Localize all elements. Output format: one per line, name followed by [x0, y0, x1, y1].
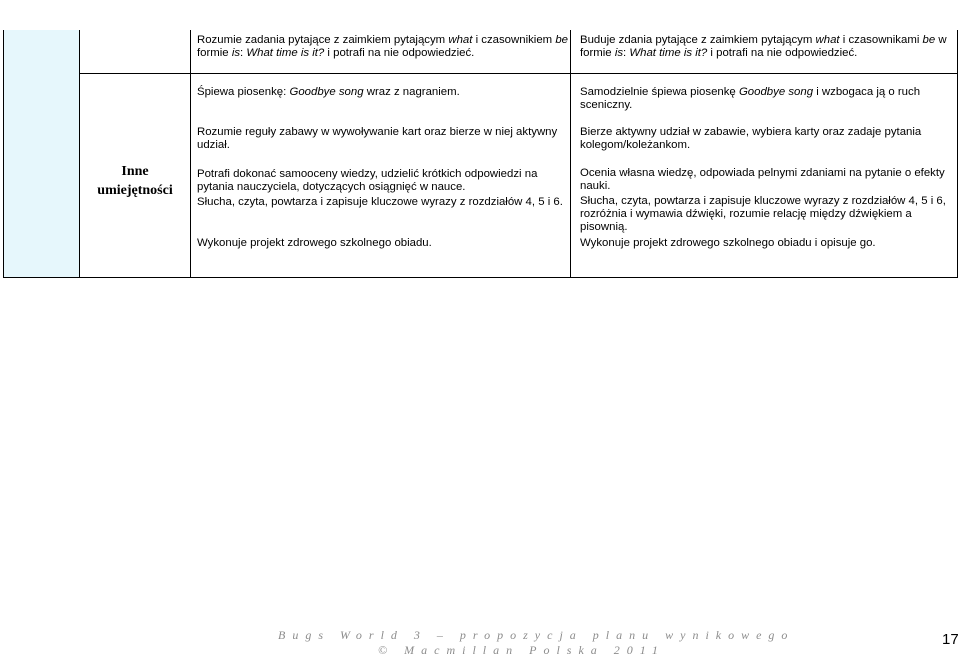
- text-segment: i potrafi na nie odpowiedzieć.: [324, 47, 475, 59]
- table-border-col1: [79, 30, 80, 277]
- text-segment: What time is it?: [629, 47, 708, 59]
- text-line: sceniczny.: [580, 99, 633, 111]
- table-row-divider: [79, 73, 958, 74]
- text-line: Wykonuje projekt zdrowego szkolnego obiadu.: [197, 237, 432, 249]
- text-segment: wraz z nagraniem.: [363, 86, 460, 98]
- text-line: Potrafi dokonać samooceny wiedzy, udzielić krótkich odpowiedzi na: [197, 168, 538, 180]
- category-line: Inne: [121, 164, 149, 179]
- page-number: 17: [942, 631, 959, 648]
- text-line: rozróżnia i wymawia dźwięki, rozumie relację między dźwiękiem a: [580, 208, 912, 220]
- table-border-col2: [190, 30, 191, 277]
- text-segment: i czasownikiem: [472, 34, 556, 46]
- text-segment: formie: [580, 47, 615, 59]
- text-segment: Goodbye song: [289, 86, 364, 98]
- right-listen: [580, 195, 946, 234]
- left-rules: [197, 126, 557, 152]
- text-line: udział.: [197, 139, 230, 151]
- text-segment: w: [935, 34, 947, 46]
- text-line: Rozumie reguły zabawy w wywoływanie kart oraz bierze w niej aktywny: [197, 126, 558, 138]
- text-line: Słucha, czyta, powtarza i zapisuje kluczowe wyrazy z rozdziałów 4, 5 i 6,: [580, 195, 946, 207]
- left-sing: [197, 86, 460, 99]
- left-project: [197, 237, 432, 250]
- right-evaluation: [580, 167, 945, 193]
- text-line: nauki.: [580, 180, 611, 192]
- text-segment: what: [815, 34, 840, 46]
- text-segment: be: [555, 34, 568, 46]
- text-segment: Śpiewa piosenkę:: [197, 86, 290, 98]
- table-border-right: [957, 30, 958, 277]
- text-segment: Goodbye song: [738, 86, 814, 98]
- text-segment: Buduje zdania pytające z zaimkiem pytającym: [580, 34, 816, 46]
- text-segment: formie: [197, 47, 232, 59]
- text-segment: Rozumie zadania pytające z zaimkiem pytającym: [197, 34, 449, 46]
- text-line: Słucha, czyta, powtarza i zapisuje kluczowe wyrazy z rozdziałów 4, 5 i 6.: [197, 196, 563, 208]
- text-line: Wykonuje projekt zdrowego szkolnego obiadu i opisuje go.: [580, 237, 876, 249]
- text-segment: is: [231, 47, 241, 59]
- left-listen: [197, 196, 563, 209]
- category-label: [82, 162, 188, 200]
- text-line: pytania nauczyciela, dotyczących osiągnięć w nauce.: [197, 181, 466, 193]
- text-line: kolegom/koleżankom.: [580, 139, 691, 151]
- text-line: pisownią.: [580, 221, 628, 233]
- text-segment: i wzbogaca ją o ruch: [813, 86, 921, 98]
- text-segment: i potrafi na nie odpowiedzieć.: [707, 47, 858, 59]
- text-segment: what: [448, 34, 473, 46]
- text-segment: Samodzielnie śpiewa piosenkę: [580, 86, 739, 98]
- footer-copyright: © Macmillan Polska 2011: [378, 643, 665, 657]
- text-segment: :: [623, 47, 630, 59]
- table-border-col3: [570, 30, 571, 277]
- left-self-assessment: [197, 168, 537, 194]
- text-segment: be: [922, 34, 936, 46]
- text-line: Ocenia własna wiedzę, odpowiada pelnymi zdaniami na pytanie o efekty: [580, 167, 945, 179]
- text-segment: i czasownikami: [839, 34, 923, 46]
- table-border-left: [3, 30, 4, 277]
- text-line: Bierze aktywny udział w zabawie, wybiera karty oraz zadaje pytania: [580, 126, 922, 138]
- text-segment: :: [240, 47, 247, 59]
- text-segment: is: [614, 47, 624, 59]
- right-game: [580, 126, 921, 152]
- top-left-text: [197, 34, 568, 60]
- right-sing: [580, 86, 920, 112]
- footer-title: Bugs World 3 – propozycja planu wynikowego: [278, 628, 795, 642]
- right-project: [580, 237, 876, 250]
- category-line: umiejętności: [97, 183, 173, 198]
- shaded-column-cell: [4, 30, 79, 277]
- top-right-text: [580, 34, 947, 60]
- table-border-bottom: [3, 277, 958, 278]
- text-segment: What time is it?: [246, 47, 325, 59]
